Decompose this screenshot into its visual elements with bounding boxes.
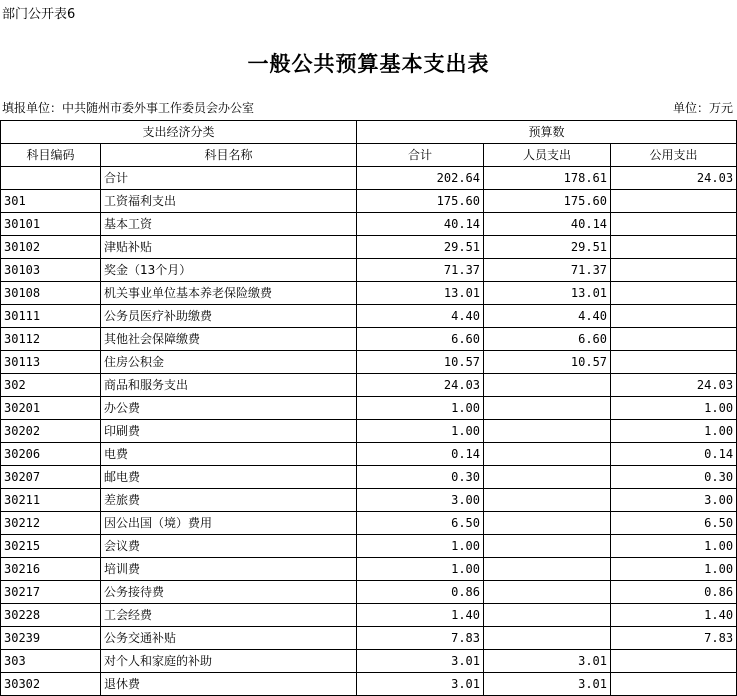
cell-code: 30202 [1,420,101,443]
cell-total: 1.40 [357,604,484,627]
table-row [1,558,737,581]
cell-total: 1.00 [357,397,484,420]
cell-personnel: 6.60 [484,328,611,351]
cell-name: 基本工资 [101,213,357,236]
cell-code: 30217 [1,581,101,604]
cell-name: 公务接待费 [101,581,357,604]
table-row [1,213,737,236]
cell-total: 3.00 [357,489,484,512]
cell-public [611,213,737,236]
cell-public: 1.40 [611,604,737,627]
cell-total: 3.01 [357,650,484,673]
cell-public [611,236,737,259]
cell-personnel [484,443,611,466]
cell-public: 1.00 [611,397,737,420]
cell-code: 30212 [1,512,101,535]
cell-total: 4.40 [357,305,484,328]
reporting-unit: 填报单位：中共随州市委外事工作委员会办公室 [2,101,255,115]
cell-personnel [484,535,611,558]
cell-personnel [484,374,611,397]
cell-personnel: 29.51 [484,236,611,259]
cell-total: 0.86 [357,581,484,604]
cell-total: 202.64 [357,167,484,190]
table-row [1,535,737,558]
cell-public [611,305,737,328]
cell-total: 6.50 [357,512,484,535]
cell-public: 0.30 [611,466,737,489]
cell-personnel [484,512,611,535]
cell-name: 会议费 [101,535,357,558]
cell-name: 津贴补贴 [101,236,357,259]
cell-name: 培训费 [101,558,357,581]
cell-code: 30216 [1,558,101,581]
cell-name: 电费 [101,443,357,466]
cell-total: 1.00 [357,420,484,443]
cell-public: 24.03 [611,167,737,190]
cell-personnel: 3.01 [484,650,611,673]
table-row [1,282,737,305]
table-row [1,466,737,489]
cell-name: 工会经费 [101,604,357,627]
cell-public [611,259,737,282]
budget-group-header: 预算数 [357,121,737,144]
table-row [1,489,737,512]
cell-total: 1.00 [357,558,484,581]
cell-public: 3.00 [611,489,737,512]
column-header-total: 合计 [357,144,484,167]
table-row [1,420,737,443]
cell-total: 3.01 [357,673,484,696]
table-row [1,259,737,282]
table-row [1,190,737,213]
cell-code: 30201 [1,397,101,420]
cell-public: 1.00 [611,420,737,443]
cell-name: 印刷费 [101,420,357,443]
cell-public: 0.86 [611,581,737,604]
table-row [1,305,737,328]
cell-personnel: 71.37 [484,259,611,282]
cell-name: 因公出国（境）费用 [101,512,357,535]
cell-name: 奖金（13个月） [101,259,357,282]
cell-public [611,650,737,673]
table-row [1,627,737,650]
cell-code: 30215 [1,535,101,558]
cell-name: 商品和服务支出 [101,374,357,397]
table-row [1,581,737,604]
cell-personnel [484,627,611,650]
classification-group-header: 支出经济分类 [1,121,357,144]
cell-name: 合计 [101,167,357,190]
cell-public [611,673,737,696]
cell-code: 30101 [1,213,101,236]
group-header-row [1,121,737,144]
cell-name: 机关事业单位基本养老保险缴费 [101,282,357,305]
cell-total: 24.03 [357,374,484,397]
table-row [1,512,737,535]
cell-code: 301 [1,190,101,213]
cell-code: 30228 [1,604,101,627]
currency-unit: 单位：万元 [672,101,733,115]
column-header-name: 科目名称 [101,144,357,167]
table-row [1,236,737,259]
cell-total: 29.51 [357,236,484,259]
cell-total: 7.83 [357,627,484,650]
cell-public: 6.50 [611,512,737,535]
cell-public: 1.00 [611,558,737,581]
cell-code: 30102 [1,236,101,259]
table-row [1,167,737,190]
table-row [1,397,737,420]
cell-total: 175.60 [357,190,484,213]
cell-name: 邮电费 [101,466,357,489]
cell-total: 10.57 [357,351,484,374]
cell-total: 1.00 [357,535,484,558]
column-header-code: 科目编码 [1,144,101,167]
cell-code [1,167,101,190]
column-header-personnel: 人员支出 [484,144,611,167]
cell-personnel: 13.01 [484,282,611,305]
cell-code: 30103 [1,259,101,282]
cell-name: 公务员医疗补助缴费 [101,305,357,328]
cell-personnel: 3.01 [484,673,611,696]
cell-personnel: 178.61 [484,167,611,190]
cell-code: 30239 [1,627,101,650]
cell-code: 30302 [1,673,101,696]
cell-public [611,282,737,305]
cell-total: 0.14 [357,443,484,466]
table-row [1,328,737,351]
page-title: 一般公共预算基本支出表 [247,52,490,76]
column-header-public: 公用支出 [611,144,737,167]
cell-name: 退休费 [101,673,357,696]
table-row [1,673,737,696]
cell-personnel [484,466,611,489]
cell-public: 1.00 [611,535,737,558]
cell-name: 差旅费 [101,489,357,512]
cell-name: 对个人和家庭的补助 [101,650,357,673]
cell-code: 303 [1,650,101,673]
table-row [1,351,737,374]
cell-personnel: 175.60 [484,190,611,213]
cell-total: 40.14 [357,213,484,236]
cell-total: 0.30 [357,466,484,489]
cell-code: 302 [1,374,101,397]
cell-personnel: 40.14 [484,213,611,236]
table-row [1,443,737,466]
cell-name: 公务交通补贴 [101,627,357,650]
table-row [1,650,737,673]
cell-personnel [484,420,611,443]
cell-total: 13.01 [357,282,484,305]
table-row [1,374,737,397]
cell-public: 0.14 [611,443,737,466]
cell-personnel [484,558,611,581]
cell-public: 24.03 [611,374,737,397]
cell-code: 30112 [1,328,101,351]
cell-name: 其他社会保障缴费 [101,328,357,351]
cell-code: 30111 [1,305,101,328]
cell-public [611,351,737,374]
cell-public [611,328,737,351]
cell-public: 7.83 [611,627,737,650]
cell-total: 6.60 [357,328,484,351]
cell-public [611,190,737,213]
column-header-row [1,144,737,167]
cell-name: 工资福利支出 [101,190,357,213]
cell-personnel [484,397,611,420]
cell-personnel [484,489,611,512]
cell-personnel [484,604,611,627]
cell-name: 办公费 [101,397,357,420]
cell-name: 住房公积金 [101,351,357,374]
cell-code: 30211 [1,489,101,512]
form-label: 部门公开表6 [2,7,76,22]
cell-code: 30113 [1,351,101,374]
cell-personnel [484,581,611,604]
cell-personnel: 4.40 [484,305,611,328]
cell-code: 30206 [1,443,101,466]
cell-total: 71.37 [357,259,484,282]
budget-table [0,120,737,696]
cell-code: 30207 [1,466,101,489]
cell-code: 30108 [1,282,101,305]
table-row [1,604,737,627]
cell-personnel: 10.57 [484,351,611,374]
